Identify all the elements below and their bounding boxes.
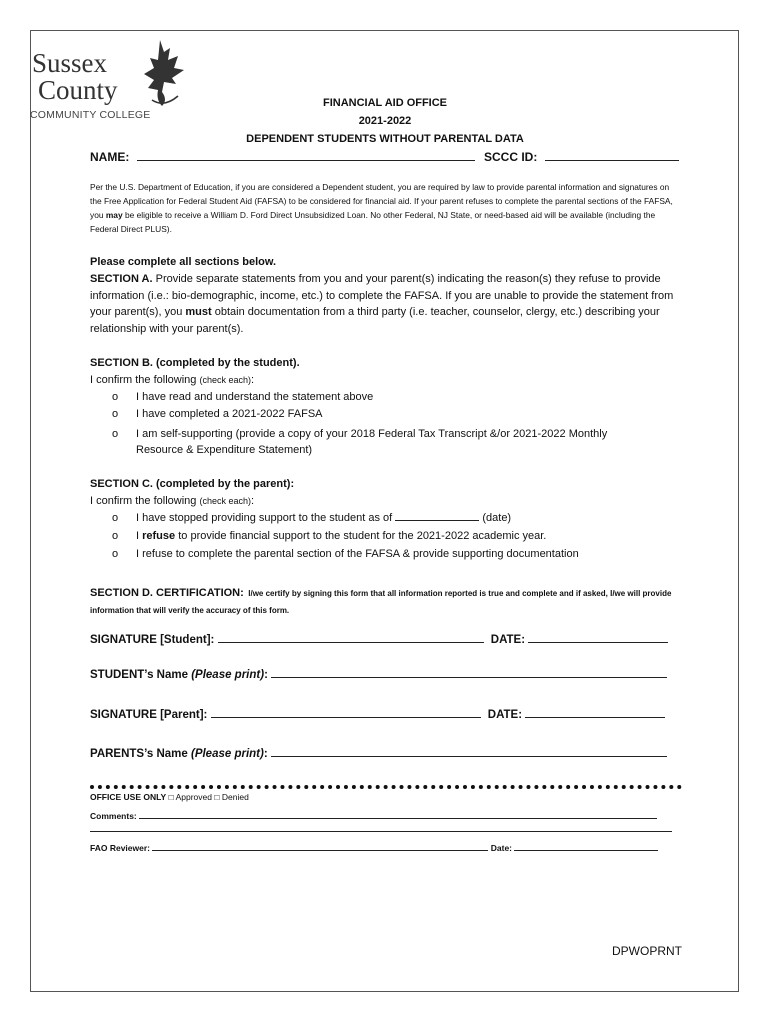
section-a-heading: SECTION A. [90, 273, 153, 285]
form-code: DPWOPRNT [612, 944, 682, 958]
option-label: I have read and understand the statement above [136, 391, 374, 403]
option-label: I refuse to complete the parental section of the FAFSA & provide supporting documentation [136, 548, 579, 560]
reviewer-row [90, 841, 658, 853]
office-use-row [90, 792, 249, 802]
option-label-date: (date) [482, 512, 512, 524]
student-signature-row [90, 631, 668, 646]
section-b-confirm-text: I confirm the following [90, 374, 197, 386]
logo-line-county: County [38, 75, 118, 105]
sccc-id-label: SCCC ID: [484, 150, 538, 164]
form-title: DEPENDENT STUDENTS WITHOUT PARENTAL DATA [246, 133, 524, 145]
section-c-option-2[interactable] [112, 528, 546, 545]
section-a-text-1: Provide separate statements from you and your parent(s) indicating the reason(s) they refuse to provide information (i.e.: bio-demographic, income, etc.) to complete the FAFSA. If you are unable to provide the statement from your parent(s), you [90, 273, 674, 318]
checkbox-bullet[interactable]: o [112, 391, 119, 403]
fao-reviewer-line[interactable] [152, 841, 488, 851]
office-date-line[interactable] [514, 841, 658, 851]
section-c-confirm [90, 493, 680, 510]
maple-leaf-icon [142, 38, 192, 108]
option-label: I have completed a 2021-2022 FAFSA [136, 408, 323, 420]
parent-signature-line[interactable] [211, 706, 481, 718]
section-b-option-3-continued: Resource & Expenditure Statement) [136, 444, 313, 456]
parent-date-label: DATE: [487, 709, 523, 721]
student-signature-label: SIGNATURE [Student]: [90, 634, 215, 646]
parent-date-line[interactable] [525, 706, 665, 718]
student-date-label: DATE: [490, 634, 526, 646]
student-name-line[interactable] [271, 666, 667, 678]
section-c-heading: SECTION C. (completed by the parent): [90, 478, 295, 490]
option-label-i: I [136, 530, 140, 542]
option-label: I have stopped providing support to the student as of [136, 512, 393, 524]
option-label-refuse: refuse [142, 530, 176, 542]
parent-please-print: (Please print) [190, 748, 264, 760]
section-c-check-each: (check each) [199, 496, 251, 506]
section-b-heading: SECTION B. (completed by the student). [90, 357, 300, 369]
denied-checkbox[interactable]: □ Denied [214, 792, 249, 802]
intro-text-1: Per the U.S. Department of Education, if you are considered a Dependent student, you are required by law to provide parental information and signatures on the Free Application for Federal Student Aid (FAFSA) to be considered for financial aid. If your parent refuses to complete the parental sections of the FAFSA, you [90, 182, 673, 220]
sccc-id-input-line[interactable] [545, 149, 679, 161]
support-stop-date-line[interactable] [395, 510, 479, 521]
section-a-must: must [185, 306, 212, 318]
parent-signature-row [90, 706, 665, 721]
approved-checkbox[interactable]: □ Approved [168, 792, 212, 802]
academic-year: 2021-2022 [358, 115, 412, 127]
section-c-colon: : [250, 495, 255, 507]
office-use-label: OFFICE USE ONLY [90, 792, 167, 802]
comments-row [90, 809, 657, 821]
section-c-option-3[interactable] [112, 546, 579, 563]
comments-label: Comments: [90, 811, 137, 821]
section-c-option-1[interactable] [112, 510, 511, 527]
comments-line-2[interactable] [90, 831, 672, 832]
parent-name-row [90, 745, 667, 760]
student-date-line[interactable] [528, 631, 668, 643]
section-b-colon: : [250, 374, 255, 386]
section-b-check-each: (check each) [199, 375, 251, 385]
fao-reviewer-label: FAO Reviewer: [90, 843, 150, 853]
section-b-option-1[interactable] [112, 389, 373, 406]
name-input-line[interactable] [137, 149, 475, 161]
section-d-heading: SECTION D. CERTIFICATION: [90, 587, 244, 599]
section-b-confirm [90, 372, 680, 389]
logo-line-community-college: COMMUNITY COLLEGE [30, 109, 151, 121]
student-name-row [90, 666, 667, 681]
checkbox-bullet[interactable]: o [112, 548, 119, 560]
parent-name-label: PARENTS’s Name [90, 748, 188, 760]
section-d-text: I/we certify by signing this form that all information reported is true and complete and if asked, I/we will provide information that will verify the accuracy of this form. [90, 589, 672, 615]
comments-line-1[interactable] [139, 809, 657, 819]
student-please-print: (Please print) [191, 669, 265, 681]
office-use-divider [90, 785, 682, 789]
parent-name-colon: : [263, 748, 268, 760]
option-label-rest: to provide financial support to the student for the 2021-2022 academic year. [178, 530, 547, 542]
office-title: FINANCIAL AID OFFICE [322, 97, 448, 109]
student-signature-line[interactable] [218, 631, 484, 643]
student-name-colon: : [264, 669, 268, 681]
intro-may: may [105, 210, 123, 220]
parent-name-line[interactable] [271, 745, 667, 757]
intro-text-2: be eligible to receive a William D. Ford Direct Unsubsidized Loan. No other Federal, NJ State, or need-based aid will be available (including the Federal Direct PLUS). [90, 210, 656, 234]
checkbox-bullet[interactable]: o [112, 408, 119, 420]
name-label: NAME: [90, 150, 130, 164]
section-b-option-2[interactable] [112, 406, 323, 423]
logo-line-sussex: Sussex [32, 48, 108, 78]
section-a [90, 271, 680, 337]
parent-signature-label: SIGNATURE [Parent]: [90, 709, 208, 721]
section-b-option-3[interactable] [112, 426, 607, 443]
name-row [90, 149, 679, 164]
checkbox-bullet[interactable]: o [112, 530, 119, 542]
checkbox-bullet[interactable]: o [112, 428, 119, 440]
office-date-label: Date: [490, 843, 513, 853]
option-label: I am self-supporting (provide a copy of your 2018 Federal Tax Transcript &/or 2021-2022 Monthly [136, 428, 608, 440]
student-name-label: STUDENT’s Name [90, 669, 188, 681]
checkbox-bullet[interactable]: o [112, 512, 119, 524]
instructions: Please complete all sections below. [90, 256, 277, 268]
section-d [90, 584, 680, 618]
intro-paragraph [90, 180, 680, 236]
section-a-text-2: obtain documentation from a third party (i.e. teacher, counselor, clergy, etc.) describing your relationship with your parent(s). [90, 306, 660, 335]
section-c-confirm-text: I confirm the following [90, 495, 197, 507]
